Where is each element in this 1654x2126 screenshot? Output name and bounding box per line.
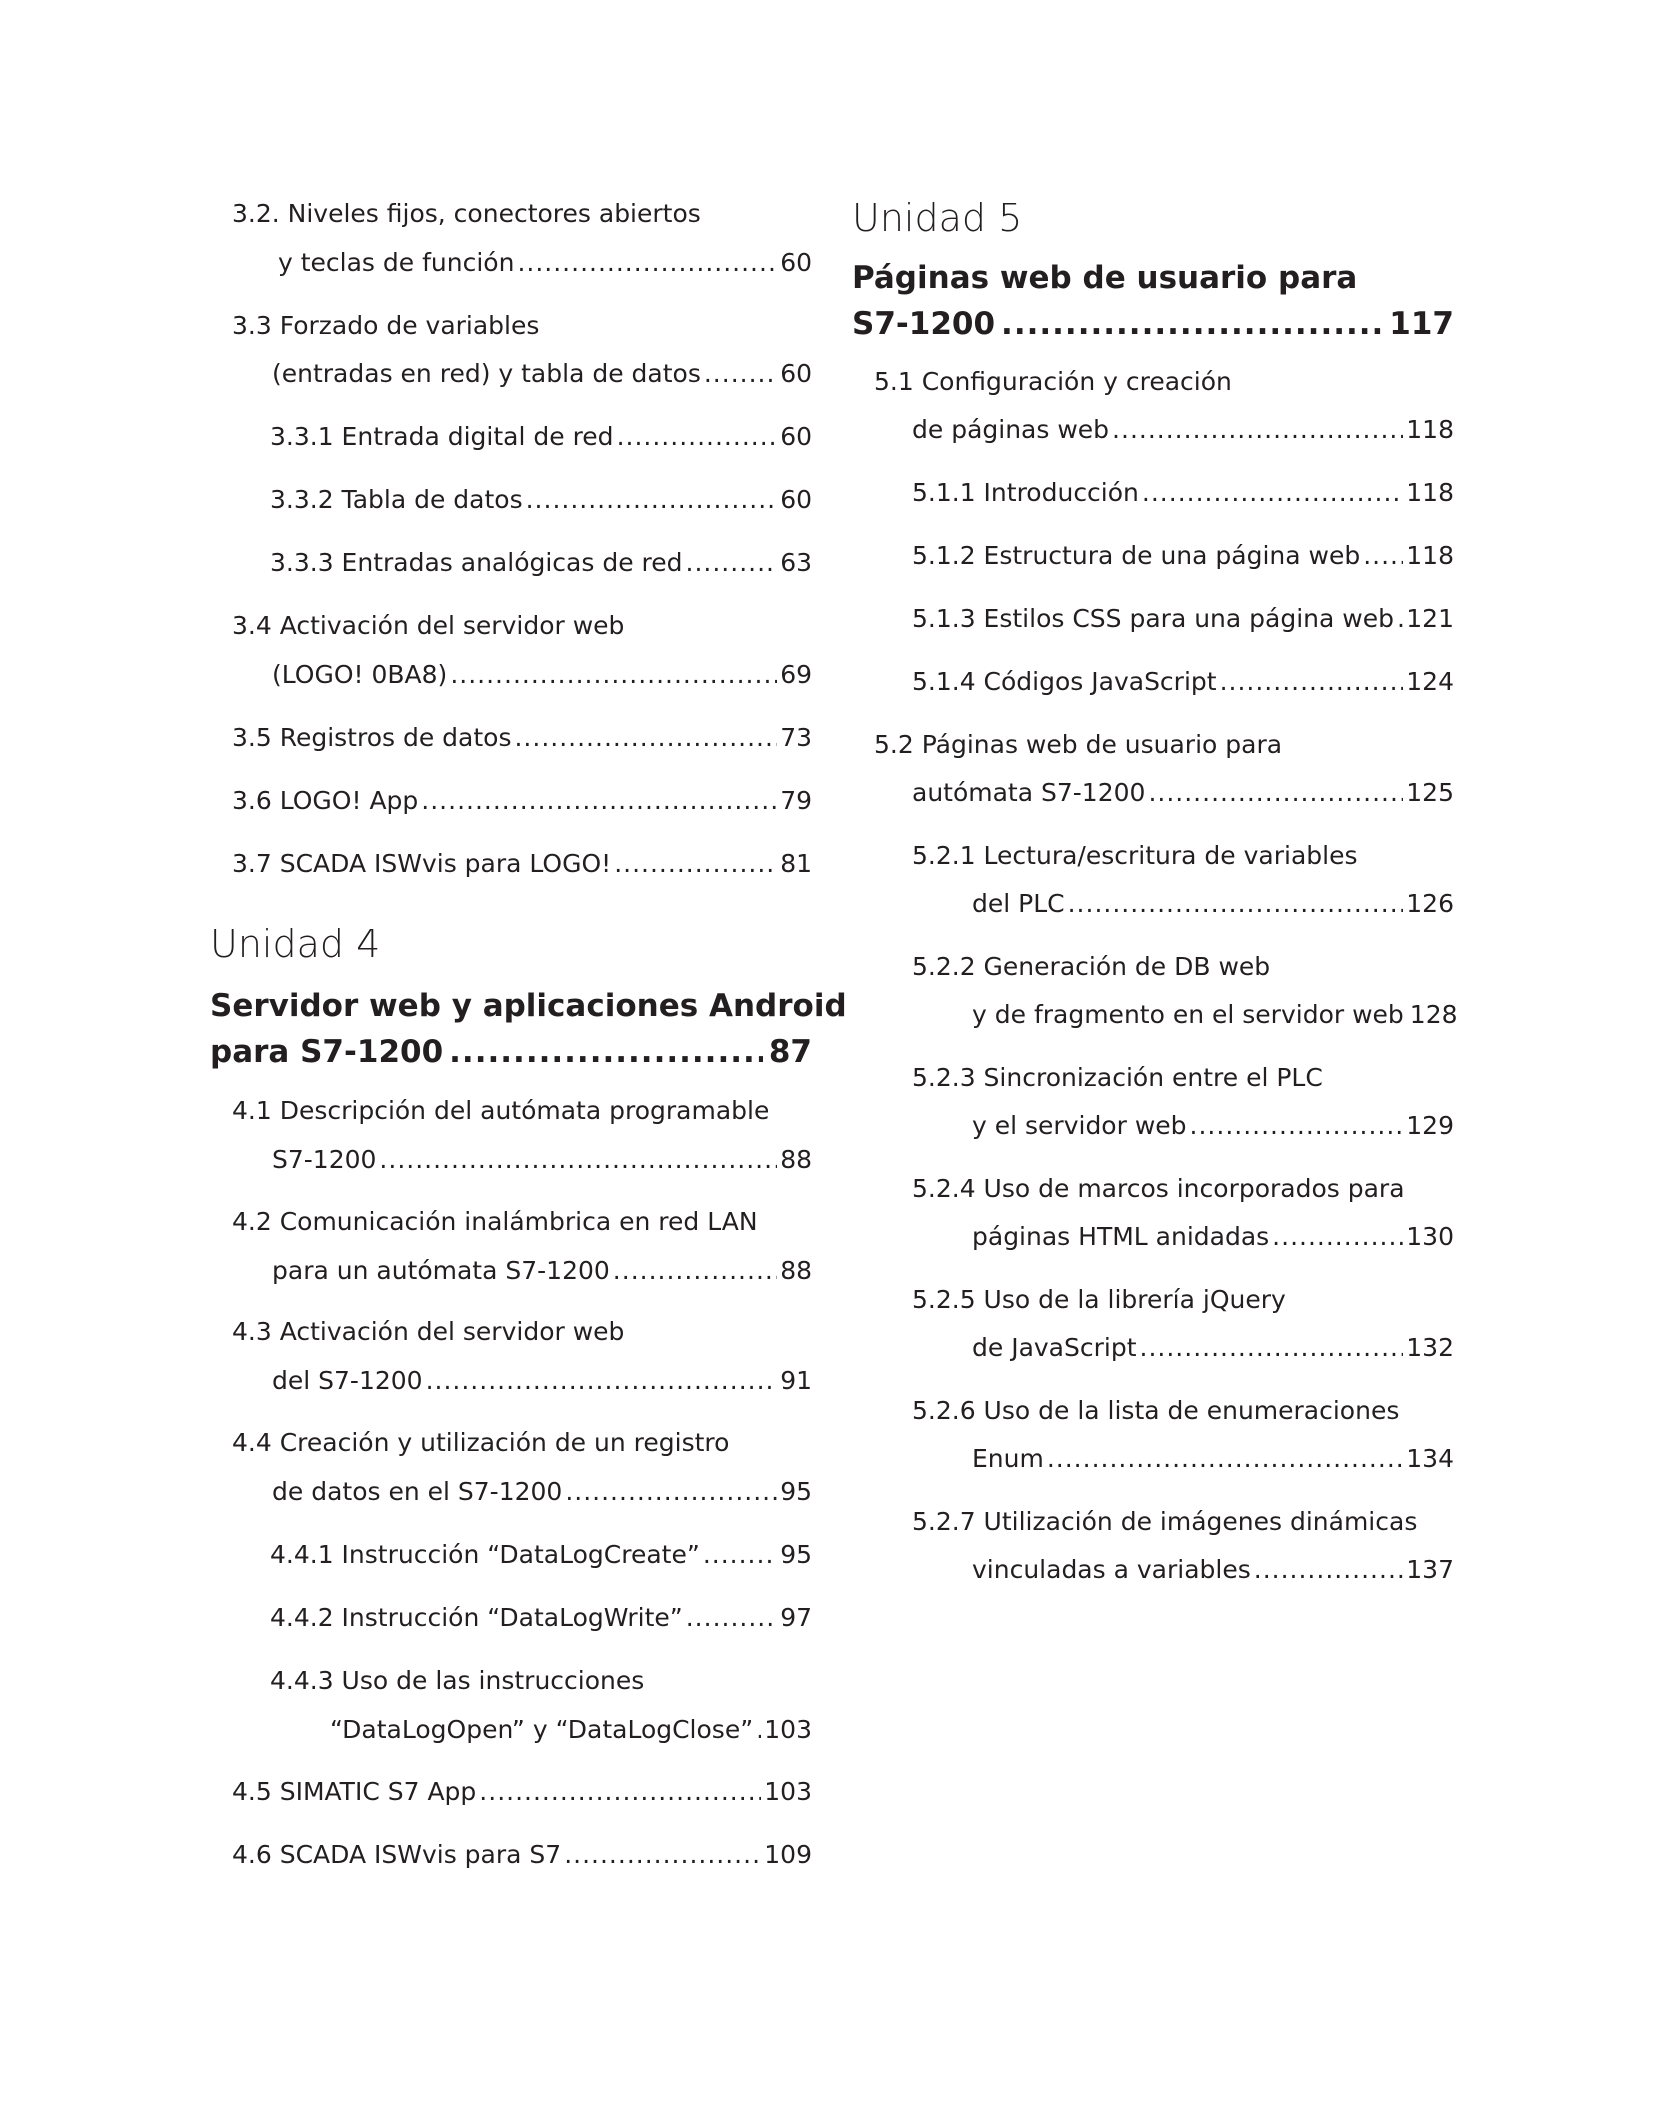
toc-page-number: 118	[1406, 541, 1454, 570]
toc-page-number: 126	[1406, 889, 1454, 918]
toc-entry-title: 4.4.2 Instrucción “DataLogWrite”	[270, 1603, 683, 1632]
unit-title: Servidor web y aplicaciones Android	[210, 988, 847, 1024]
toc-page-number: 121	[1406, 604, 1454, 633]
toc-entry-line[interactable]	[852, 1443, 1454, 1475]
dot-leader	[526, 484, 778, 516]
toc-entry-title: páginas HTML anidadas	[972, 1222, 1270, 1251]
toc-entry-line[interactable]	[852, 777, 1454, 809]
toc-entry-line[interactable]	[852, 477, 1454, 509]
toc-page-number: 81	[780, 849, 812, 878]
toc-entry-heading	[852, 1173, 1454, 1205]
toc-page-number: 88	[780, 1145, 812, 1174]
dot-leader	[1254, 1554, 1404, 1586]
dot-leader	[514, 722, 777, 754]
toc-entry-title: del S7-1200	[272, 1366, 423, 1395]
toc-entry-heading	[232, 310, 812, 342]
toc-entry-title: Enum	[972, 1444, 1044, 1473]
toc-entry-line[interactable]	[232, 848, 812, 880]
toc-page-number: 103	[764, 1777, 812, 1806]
toc-page-number: 97	[780, 1603, 812, 1632]
toc-entry-title: 5.1.4 Códigos JavaScript	[912, 667, 1217, 696]
toc-entry-title: 3.3.2 Tabla de datos	[270, 485, 523, 514]
dot-leader	[614, 848, 777, 880]
toc-entry-line[interactable]	[232, 1539, 812, 1571]
unit-title-line[interactable]	[852, 306, 1454, 342]
dot-leader	[1112, 414, 1403, 446]
dot-leader	[379, 1144, 777, 1176]
toc-page-number: 87	[768, 1034, 812, 1070]
toc-entry-title: 4.4 Creación y utilización de un registro	[232, 1428, 730, 1457]
toc-entry-title: 5.2.3 Sincronización entre el PLC	[912, 1063, 1323, 1092]
toc-page-number: 95	[780, 1477, 812, 1506]
dot-leader	[1220, 666, 1404, 698]
toc-entry-title: (LOGO! 0BA8)	[272, 660, 448, 689]
toc-entry-title: 4.1 Descripción del autómata programable	[232, 1096, 770, 1125]
toc-entry-line[interactable]	[852, 414, 1454, 446]
unit-title: Páginas web de usuario para	[852, 260, 1358, 296]
toc-entry-title: 5.1 Configuración y creación	[874, 367, 1232, 396]
toc-entry-title: 3.3.3 Entradas analógicas de red	[270, 548, 683, 577]
toc-entry-title: 3.2. Niveles fijos, conectores abiertos	[232, 199, 701, 228]
toc-page-number: 103	[764, 1715, 812, 1744]
dot-leader	[686, 1602, 777, 1634]
toc-entry-title: 4.4.1 Instrucción “DataLogCreate”	[270, 1540, 700, 1569]
dot-leader	[450, 659, 777, 691]
toc-entry-heading	[232, 198, 812, 230]
toc-page-number: 125	[1406, 778, 1454, 807]
toc-entry-line[interactable]	[232, 1839, 812, 1871]
toc-entry-title: y el servidor web	[972, 1111, 1187, 1140]
toc-entry-heading	[852, 951, 1454, 983]
toc-entry-title: 3.4 Activación del servidor web	[232, 611, 625, 640]
toc-entry-title: de datos en el S7-1200	[272, 1477, 563, 1506]
toc-entry-title: 5.2.5 Uso de la librería jQuery	[912, 1285, 1286, 1314]
toc-entry-line[interactable]	[232, 1476, 812, 1508]
dot-leader	[704, 358, 777, 390]
toc-entry-title: 5.2.6 Uso de la lista de enumeraciones	[912, 1396, 1400, 1425]
dot-leader	[1068, 888, 1404, 920]
toc-entry-heading	[852, 729, 1454, 761]
toc-entry-line[interactable]	[232, 1776, 812, 1808]
toc-entry-title: 3.3.1 Entrada digital de red	[270, 422, 614, 451]
dot-leader	[617, 421, 778, 453]
toc-entry-title: 4.6 SCADA ISWvis para S7	[232, 1840, 562, 1869]
dot-leader	[1047, 1443, 1403, 1475]
toc-entry-line[interactable]	[852, 666, 1454, 698]
toc-page-number: 63	[780, 548, 812, 577]
toc-page-number: 60	[780, 359, 812, 388]
toc-entry-title: y de fragmento en el servidor web	[972, 1000, 1404, 1029]
toc-page-number: 109	[764, 1840, 812, 1869]
toc-page-number: 88	[780, 1256, 812, 1285]
toc-entry-heading	[852, 1284, 1454, 1316]
dot-leader	[703, 1539, 777, 1571]
toc-entry-title: autómata S7-1200	[912, 778, 1146, 807]
toc-page-number: 124	[1406, 667, 1454, 696]
toc-entry-title: 5.1.1 Introducción	[912, 478, 1139, 507]
dot-leader	[756, 1714, 761, 1746]
toc-page-number: 134	[1406, 1444, 1454, 1473]
toc-entry-heading	[232, 1427, 812, 1459]
toc-entry-heading	[852, 366, 1454, 398]
toc-entry-line[interactable]	[852, 1221, 1454, 1253]
toc-entry-heading	[232, 1095, 812, 1127]
toc-page-number: 128	[1409, 1000, 1458, 1029]
dot-leader	[1272, 1221, 1403, 1253]
unit-title-continuation: S7-1200	[852, 306, 996, 342]
toc-entry-line[interactable]	[232, 421, 812, 453]
dot-leader	[421, 785, 777, 817]
dot-leader	[1190, 1110, 1404, 1142]
toc-entry-line[interactable]	[852, 1554, 1454, 1586]
toc-page-number: 95	[780, 1540, 812, 1569]
toc-entry-line[interactable]	[232, 785, 812, 817]
toc-page-number: 129	[1406, 1111, 1454, 1140]
toc-entry-line[interactable]	[232, 547, 812, 579]
toc-page-number: 69	[780, 660, 812, 689]
toc-page-number: 117	[1389, 306, 1454, 342]
dot-leader	[449, 1034, 763, 1070]
toc-entry-line[interactable]	[232, 1255, 812, 1287]
toc-entry-heading	[852, 1062, 1454, 1094]
toc-entry-title: y teclas de función	[278, 248, 515, 277]
toc-page-number: 79	[780, 786, 812, 815]
dot-leader	[426, 1365, 778, 1397]
dot-leader	[1148, 777, 1403, 809]
toc-entry-heading	[852, 1506, 1454, 1538]
toc-page-number: 132	[1406, 1333, 1454, 1362]
toc-page-number: 60	[780, 485, 812, 514]
toc-page-number: 118	[1406, 415, 1454, 444]
toc-entry-title: “DataLogOpen” y “DataLogClose”	[330, 1715, 754, 1744]
toc-entry-title: S7-1200	[272, 1145, 377, 1174]
toc-entry-title: 4.3 Activación del servidor web	[232, 1317, 625, 1346]
toc-page-number: 130	[1406, 1222, 1454, 1251]
dot-leader	[1140, 1332, 1404, 1364]
toc-entry-line[interactable]	[852, 888, 1454, 920]
toc-entry-title: vinculadas a variables	[972, 1555, 1251, 1584]
toc-entry-title: 3.6 LOGO! App	[232, 786, 419, 815]
dot-leader	[564, 1839, 761, 1871]
toc-entry-title: (entradas en red) y tabla de datos	[272, 359, 701, 388]
dot-leader	[686, 547, 778, 579]
toc-entry-heading	[852, 1395, 1454, 1427]
toc-page-number: 137	[1406, 1555, 1454, 1584]
toc-entry-line[interactable]	[852, 1332, 1454, 1364]
toc-page-number: 60	[780, 248, 812, 277]
dot-leader	[1397, 603, 1403, 635]
toc-entry-title: para un autómata S7-1200	[272, 1256, 610, 1285]
toc-entry-title: 5.2.2 Generación de DB web	[912, 952, 1271, 981]
toc-entry-heading	[852, 840, 1454, 872]
toc-page-number: 73	[780, 723, 812, 752]
dot-leader	[613, 1255, 777, 1287]
toc-entry-title: 3.5 Registros de datos	[232, 723, 512, 752]
toc-entry-title: del PLC	[972, 889, 1065, 918]
toc-entry-title: 5.2 Páginas web de usuario para	[874, 730, 1283, 759]
toc-entry-title: 4.5 SIMATIC S7 App	[232, 1777, 477, 1806]
toc-entry-title: 5.2.7 Utilización de imágenes dinámicas	[912, 1507, 1418, 1536]
unit-title-continuation: para S7-1200	[210, 1034, 444, 1070]
toc-entry-title: 3.3 Forzado de variables	[232, 311, 540, 340]
dot-leader	[1142, 477, 1403, 509]
unit-label: Unidad 4	[210, 922, 381, 966]
toc-entry-line[interactable]	[232, 659, 812, 691]
dot-leader	[479, 1776, 761, 1808]
toc-entry-line[interactable]	[852, 603, 1454, 635]
dot-leader	[517, 247, 777, 279]
toc-page-number: 60	[780, 422, 812, 451]
toc-entry-line[interactable]	[852, 1110, 1454, 1142]
toc-entry-line[interactable]	[232, 722, 812, 754]
toc-entry-title: de páginas web	[912, 415, 1110, 444]
toc-entry-title: de JavaScript	[972, 1333, 1137, 1362]
toc-entry-title: 4.4.3 Uso de las instrucciones	[270, 1666, 645, 1695]
toc-entry-heading	[232, 1206, 812, 1238]
toc-entry-line[interactable]	[232, 484, 812, 516]
toc-entry-line[interactable]	[232, 247, 812, 279]
toc-entry-title: 5.1.2 Estructura de una página web	[912, 541, 1361, 570]
toc-entry-line[interactable]	[232, 1144, 812, 1176]
toc-entry-line[interactable]	[852, 999, 1458, 1031]
toc-entry-title: 5.2.1 Lectura/escritura de variables	[912, 841, 1358, 870]
toc-entry-line[interactable]	[232, 1602, 812, 1634]
toc-entry-line[interactable]	[232, 1714, 812, 1746]
toc-entry-line[interactable]	[232, 358, 812, 390]
dot-leader	[1001, 306, 1383, 342]
toc-entry-line[interactable]	[232, 1365, 812, 1397]
toc-page-number: 118	[1406, 478, 1454, 507]
toc-entry-title: 4.2 Comunicación inalámbrica en red LAN	[232, 1207, 758, 1236]
unit-title-line[interactable]	[210, 1034, 812, 1070]
dot-leader	[565, 1476, 777, 1508]
toc-entry-title: 5.1.3 Estilos CSS para una página web	[912, 604, 1394, 633]
toc-page-number: 91	[780, 1366, 812, 1395]
dot-leader	[1363, 540, 1403, 572]
toc-entry-heading	[232, 1316, 812, 1348]
toc-entry-title: 3.7 SCADA ISWvis para LOGO!	[232, 849, 612, 878]
toc-entry-title: 5.2.4 Uso de marcos incorporados para	[912, 1174, 1405, 1203]
toc-entry-heading	[232, 610, 812, 642]
toc-entry-line[interactable]	[852, 540, 1454, 572]
unit-label: Unidad 5	[852, 196, 1023, 240]
toc-entry-heading	[232, 1665, 812, 1697]
